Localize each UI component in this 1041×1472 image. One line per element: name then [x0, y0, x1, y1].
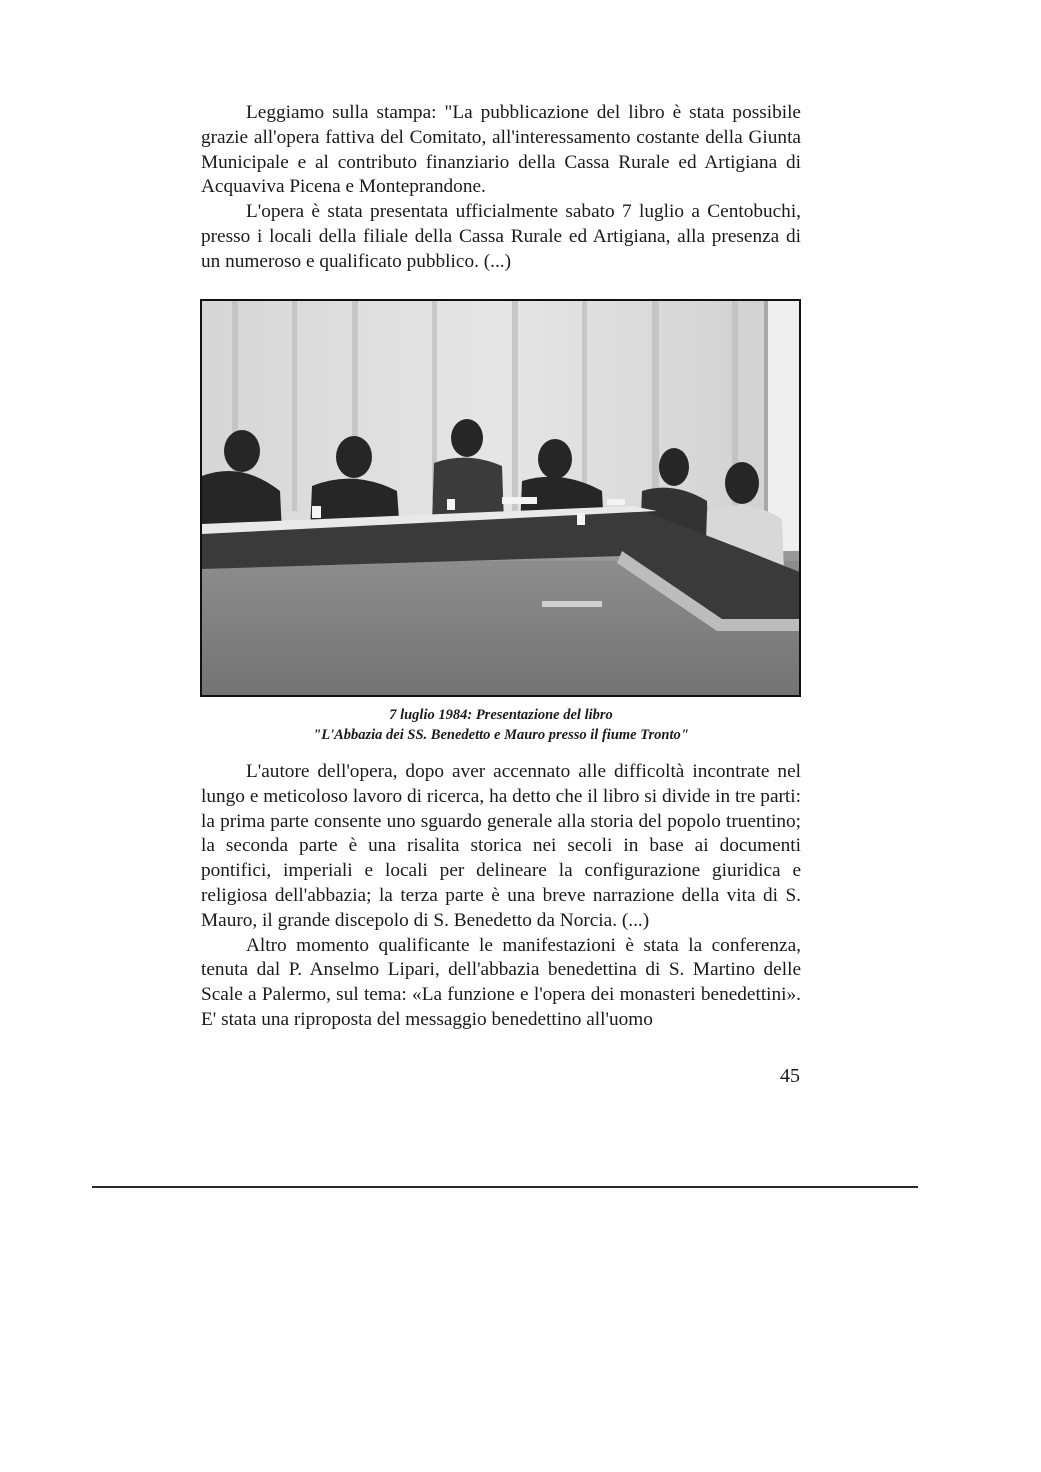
paragraph: Leggiamo sulla stampa: "La pubblicazione del libro è stata possibile grazie all'opera fattiva del Comitato, all'interessamento costante della Giunta Municipale e al contributo finanziario della Cassa Rurale ed Artigiana di Acquaviva Picena e Monteprandone.: [201, 102, 801, 198]
bottom-divider: [92, 1186, 918, 1188]
page-number: 45: [780, 1065, 800, 1087]
bottom-text-block: [201, 760, 801, 1033]
photo-illustration: [202, 301, 799, 695]
caption-line: "L'Abbazia dei SS. Benedetto e Mauro presso il fiume Tronto": [313, 726, 689, 743]
top-text-block: [201, 101, 801, 275]
caption-line: 7 luglio 1984: Presentazione del libro: [389, 707, 613, 723]
paragraph: Altro momento qualificante le manifestazioni è stata la conferenza, tenuta dal P. Anselmo Lipari, dell'abbazia benedettina di S. Martino delle Scale a Palermo, sul tema: «La funzione e l'opera dei monasteri benedettini». E' stata una riproposta del messaggio benedettino all'uomo: [201, 934, 801, 1030]
meeting-photo: [200, 299, 801, 697]
paragraph: L'opera è stata presentata ufficialmente sabato 7 luglio a Centobuchi, presso i locali della filiale della Cassa Rurale ed Artigiana, alla presenza di un numeroso e qualificato pubblico. (...): [201, 201, 801, 272]
paragraph: L'autore dell'opera, dopo aver accennato alle difficoltà incontrate nel lungo e meticoloso lavoro di ricerca, ha detto che il libro si divide in tre parti: la prima parte consente uno sguardo generale alla storia del popolo truentino; la seconda parte è una risalita storica nei secoli in base ai documenti pontifici, imperiali e locali per delineare la configurazione giuridica e religiosa dell'abbazia; la terza parte è una breve narrazione della vita di S. Mauro, il grande discepolo di S. Benedetto da Norcia. (...): [201, 761, 801, 931]
photo-caption: [201, 706, 801, 745]
